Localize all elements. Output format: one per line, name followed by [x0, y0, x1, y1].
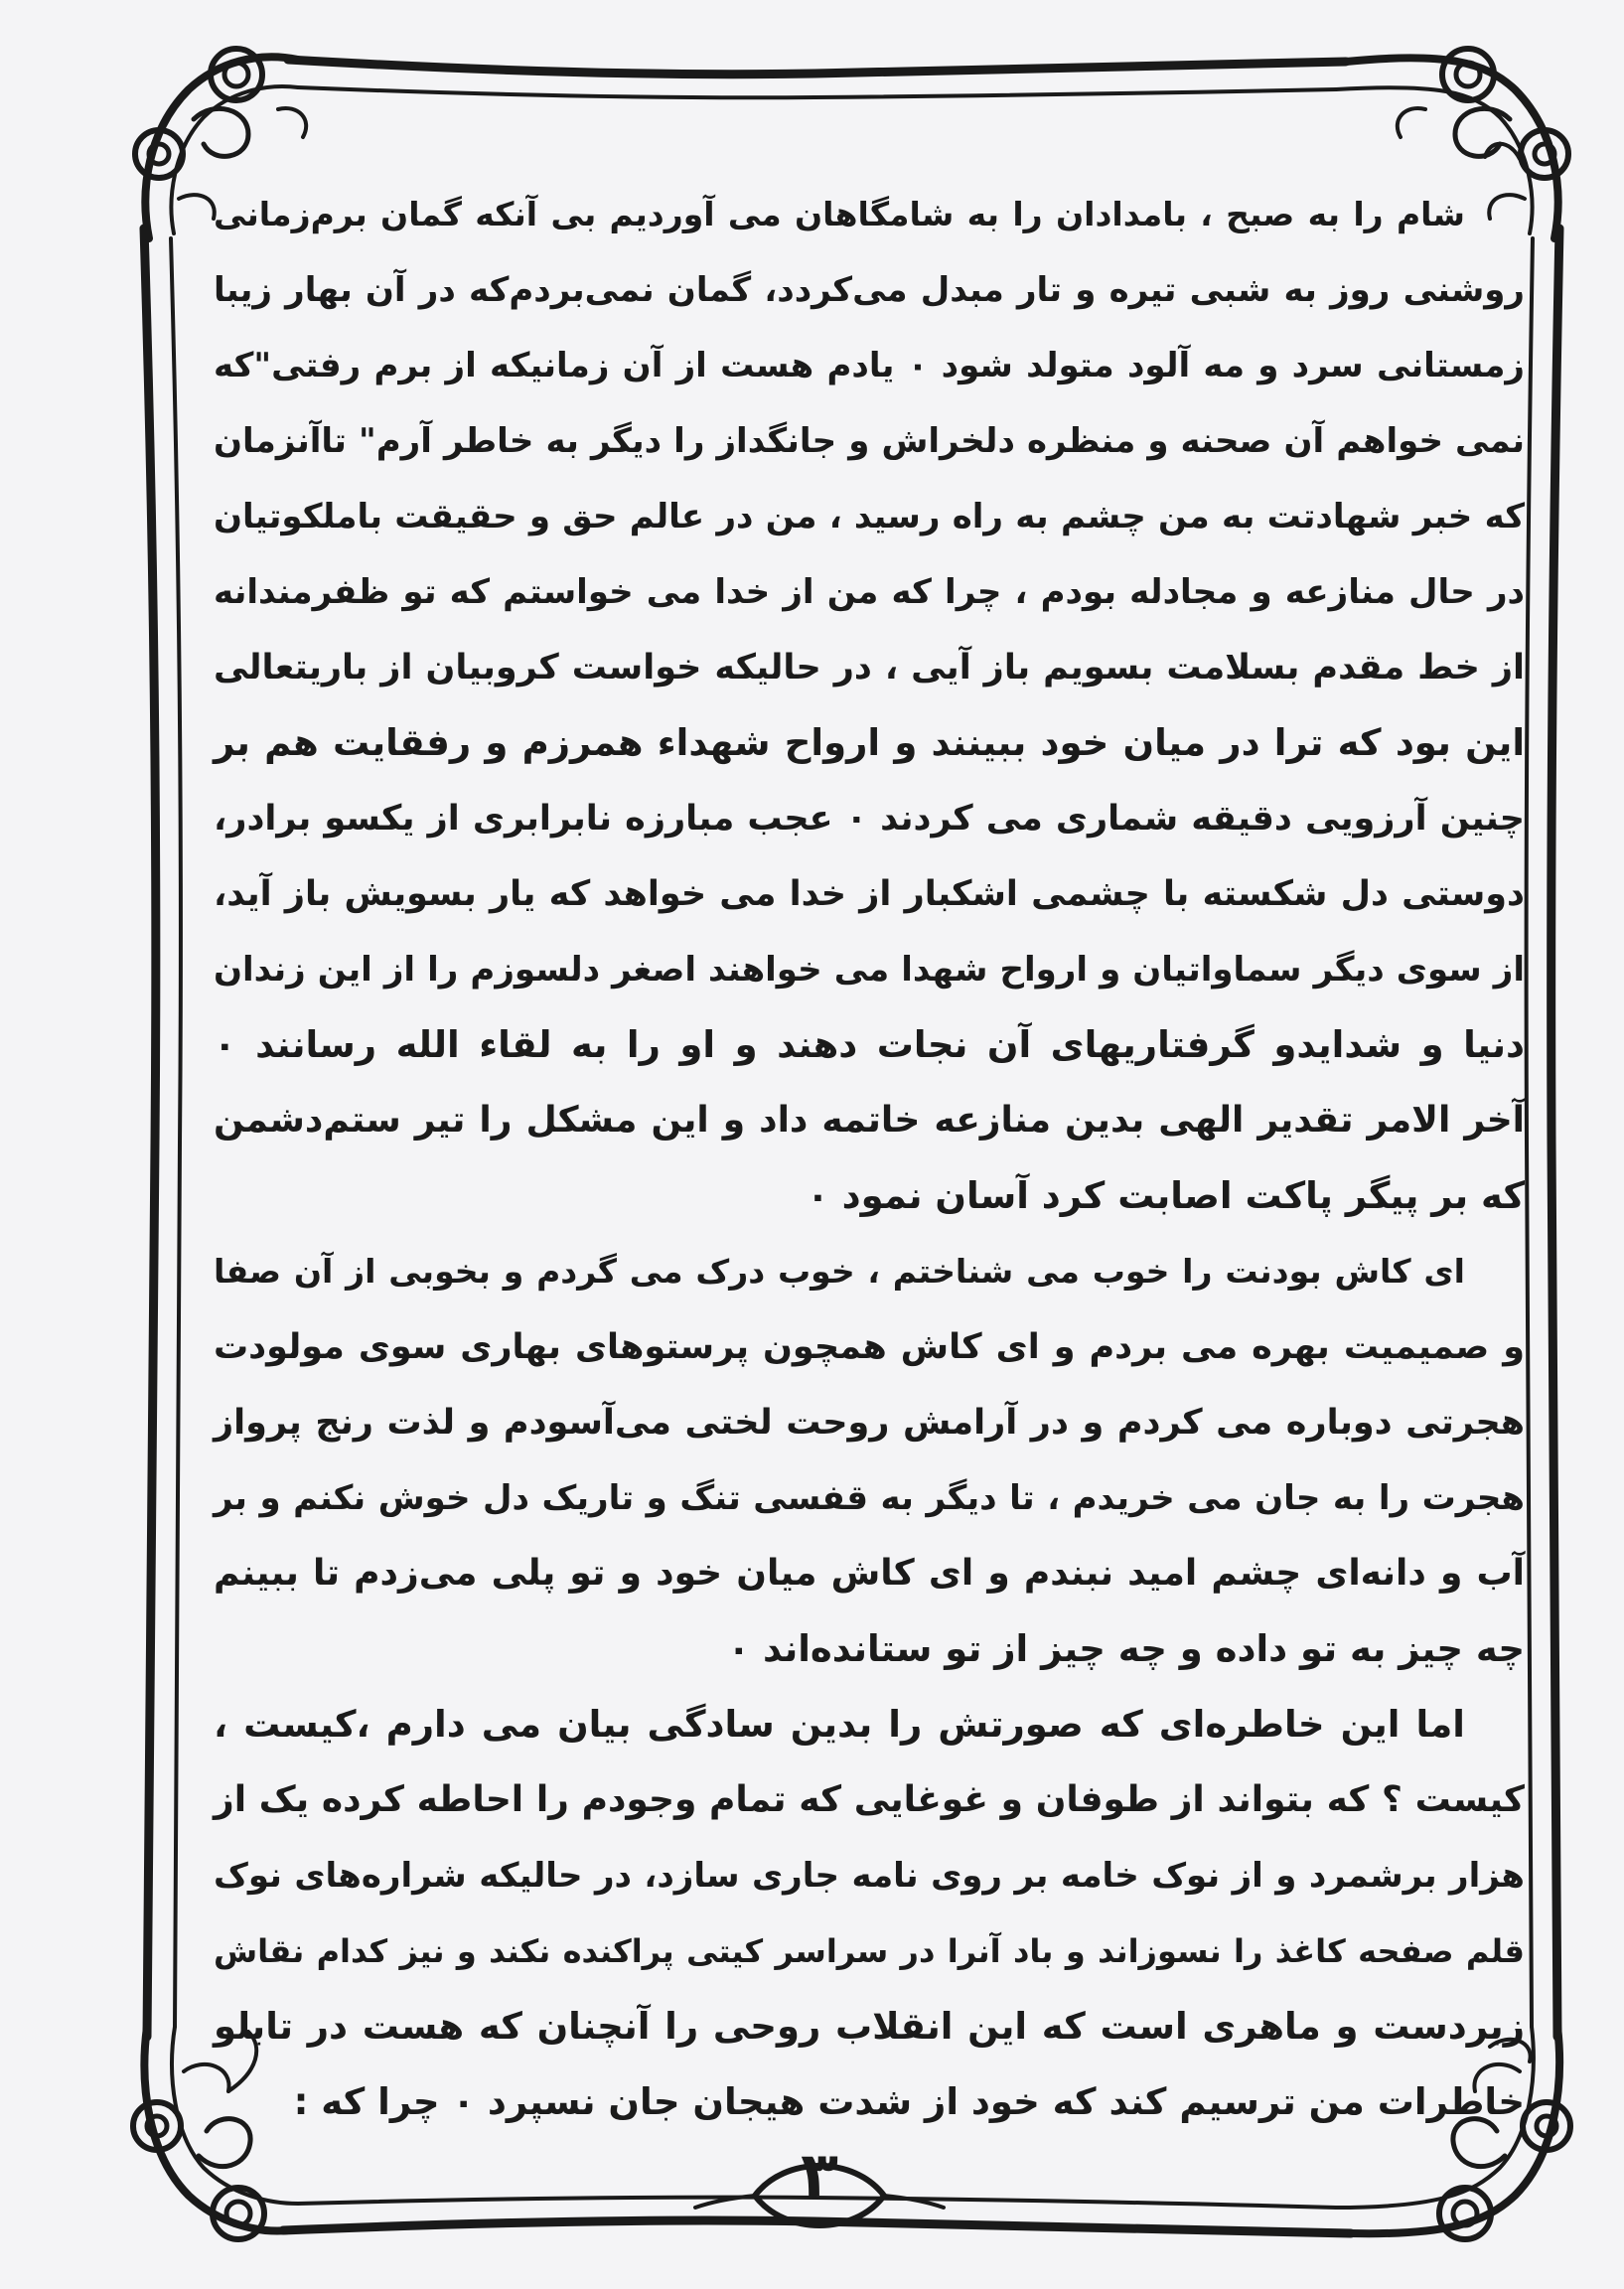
- body-text: [214, 177, 1525, 2140]
- page-number: ۳: [801, 2137, 838, 2211]
- text-line: ای کاش بودنت را خوب می شناختم ، خوب درک می گردم و بخوبی از آن صفا: [214, 1252, 1465, 1291]
- text-line: زمستانی سرد و مه آلود متولد شود ۰ یادم هست از آن زمانیکه از برم رفتی"که: [214, 346, 1525, 385]
- text-line: اما این خاطره‌ای که صورتش را بدین سادگی بیان می دارم ،کیست ،: [214, 1703, 1465, 1746]
- text-line: چه چیز به تو داده و چه چیز از تو ستانده‌اند ۰: [727, 1627, 1525, 1670]
- text-line: که خبر شهادتت به من چشم به راه رسید ، من در عالم حق و حقیقت باملکوتیان: [214, 497, 1525, 536]
- text-line: نمی خواهم آن صحنه و منظره دلخراش و جانگداز را دیگر به خاطر آرم" تاآنزمان: [214, 421, 1525, 461]
- text-line: این بود که ترا در میان خود ببینند و ارواح شهداء همرزم و رفقایت هم بر: [214, 721, 1525, 764]
- text-line: هزار برشمرد و از نوک خامه بر روی نامه جاری سازد، در حالیکه شراره‌های نوک: [214, 1856, 1525, 1896]
- text-line: آخر الامر تقدیر الهی بدین منازعه خاتمه داد و این مشکل را تیر ستم‌دشمن: [214, 1100, 1525, 1141]
- text-line: آب و دانه‌ای چشم امید نبندم و ای کاش میان خود و تو پلی می‌زدم تا ببینم: [214, 1553, 1525, 1594]
- text-line: از سوی دیگر سماواتیان و ارواح شهدا می خواهند اصغر دلسوزم را از این زندان: [214, 950, 1525, 990]
- paragraph-3: [214, 1687, 1525, 2140]
- text-line: خاطرات من ترسیم کند که خود از شدت هیجان جان نسپرد ۰ چرا که :: [293, 2080, 1525, 2123]
- text-line: هجرتی دوباره می کردم و در آرامش روحت لختی می‌آسودم و لذت رنج پرواز: [214, 1403, 1525, 1443]
- text-line: از خط مقدم بسلامت بسویم باز آیی ، در حالیکه خواست کروبیان از باریتعالی: [214, 648, 1525, 687]
- text-line: هجرت را به جان می خریدم ، تا دیگر به قفسی تنگ و تاریک دل خوش نکنم و بر: [214, 1478, 1525, 1518]
- text-line: و صمیمیت بهره می بردم و ای کاش همچون پرستوهای بهاری سوی مولودت: [214, 1327, 1525, 1367]
- text-line: کیست ؟ که بتواند از طوفان و غوغایی که تمام وجودم را احاطه کرده یک از: [214, 1779, 1525, 1820]
- text-line: دوستی دل شکسته با چشمی اشکبار از خدا می خواهد که یار بسویش باز آید،: [214, 874, 1525, 914]
- text-line: زبردست و ماهری است که این انقلاب روحی را آنچنان که هست در تابلو: [214, 2005, 1525, 2048]
- text-line: قلم صفحه کاغذ را نسوزاند و باد آنرا در سراسر کیتی پراکنده نکند و نیز کدام نقاش: [214, 1932, 1525, 1970]
- text-line: دنیا و شدایدو گرفتاریهای آن نجات دهند و او را به لقاء الله رسانند ۰: [214, 1023, 1525, 1066]
- paragraph-1: [214, 177, 1525, 1234]
- text-line: در حال منازعه و مجادله بودم ، چرا که من از خدا می خواستم که تو ظفرمندانه: [214, 572, 1525, 612]
- paragraph-2: [214, 1234, 1525, 1687]
- text-line: شام را به صبح ، بامدادان را به شامگاهان می آوردیم بی آنکه گمان برم‌زمانی: [214, 195, 1465, 233]
- text-line: که بر پیگر پاکت اصابت کرد آسان نمود ۰: [807, 1174, 1525, 1217]
- text-line: روشنی روز به شبی تیره و تار مبدل می‌کردد، گمان نمی‌بردم‌که در آن بهار زیبا: [214, 270, 1525, 310]
- text-line: چنین آرزویی دقیقه شماری می کردند ۰ عجب مبارزه نابرابری از یکسو برادر،: [214, 799, 1525, 839]
